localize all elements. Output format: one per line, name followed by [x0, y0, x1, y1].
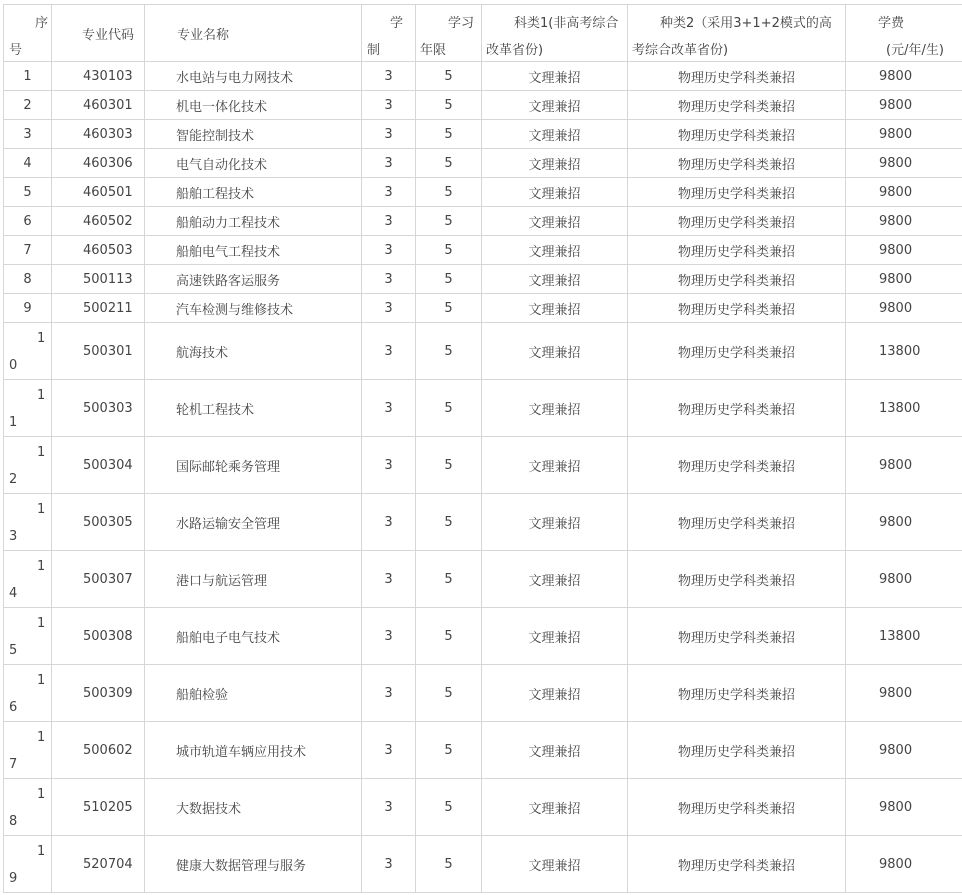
cell-name: 健康大数据管理与服务 [145, 836, 362, 893]
cell-kind1: 文理兼招 [482, 380, 628, 437]
cell-system: 3 [362, 722, 416, 779]
cell-seq: 4 [4, 149, 52, 178]
cell-seq: 5 [4, 178, 52, 207]
table-row [4, 91, 962, 120]
cell-code: 500305 [52, 494, 145, 551]
cell-years: 5 [416, 265, 482, 294]
cell-fee: 9800 [846, 149, 962, 178]
cell-years: 5 [416, 608, 482, 665]
cell-fee: 9800 [846, 722, 962, 779]
cell-fee: 9800 [846, 120, 962, 149]
table-row [4, 265, 962, 294]
cell-years: 5 [416, 236, 482, 265]
cell-code: 500113 [52, 265, 145, 294]
cell-system: 3 [362, 91, 416, 120]
cell-years: 5 [416, 178, 482, 207]
cell-system: 3 [362, 120, 416, 149]
cell-kind1: 文理兼招 [482, 178, 628, 207]
table-row [4, 722, 962, 779]
cell-name: 船舶工程技术 [145, 178, 362, 207]
table-row [4, 323, 962, 380]
cell-fee: 13800 [846, 380, 962, 437]
cell-kind1: 文理兼招 [482, 437, 628, 494]
header-kind1: 科类1(非高考综合 改革省份) [482, 5, 628, 62]
cell-code: 510205 [52, 779, 145, 836]
cell-fee: 9800 [846, 494, 962, 551]
cell-kind2: 物理历史学科类兼招 [628, 608, 846, 665]
cell-kind1: 文理兼招 [482, 665, 628, 722]
cell-kind1: 文理兼招 [482, 836, 628, 893]
table-row [4, 437, 962, 494]
cell-kind2: 物理历史学科类兼招 [628, 437, 846, 494]
cell-name: 高速铁路客运服务 [145, 265, 362, 294]
table-row [4, 178, 962, 207]
cell-code: 500211 [52, 294, 145, 323]
cell-code: 500602 [52, 722, 145, 779]
cell-fee: 9800 [846, 437, 962, 494]
cell-system: 3 [362, 665, 416, 722]
header-name: 专业名称 [145, 5, 362, 62]
cell-kind2: 物理历史学科类兼招 [628, 120, 846, 149]
cell-seq: 9 [4, 294, 52, 323]
cell-years: 5 [416, 722, 482, 779]
cell-name: 船舶电子电气技术 [145, 608, 362, 665]
cell-years: 5 [416, 836, 482, 893]
cell-code: 500304 [52, 437, 145, 494]
cell-kind2: 物理历史学科类兼招 [628, 149, 846, 178]
cell-fee: 9800 [846, 294, 962, 323]
table-row [4, 380, 962, 437]
cell-name: 船舶动力工程技术 [145, 207, 362, 236]
cell-seq: 7 [4, 236, 52, 265]
cell-system: 3 [362, 62, 416, 91]
cell-fee: 9800 [846, 236, 962, 265]
cell-system: 3 [362, 149, 416, 178]
cell-fee: 9800 [846, 207, 962, 236]
cell-seq: 1 [4, 62, 52, 91]
cell-system: 3 [362, 323, 416, 380]
cell-kind2: 物理历史学科类兼招 [628, 494, 846, 551]
cell-code: 460503 [52, 236, 145, 265]
cell-years: 5 [416, 91, 482, 120]
cell-kind1: 文理兼招 [482, 779, 628, 836]
cell-fee: 9800 [846, 665, 962, 722]
cell-kind2: 物理历史学科类兼招 [628, 551, 846, 608]
cell-name: 大数据技术 [145, 779, 362, 836]
table-row [4, 62, 962, 91]
cell-kind2: 物理历史学科类兼招 [628, 323, 846, 380]
cell-name: 航海技术 [145, 323, 362, 380]
cell-name: 机电一体化技术 [145, 91, 362, 120]
table-row [4, 236, 962, 265]
cell-years: 5 [416, 380, 482, 437]
cell-system: 3 [362, 236, 416, 265]
cell-kind1: 文理兼招 [482, 722, 628, 779]
cell-system: 3 [362, 294, 416, 323]
cell-seq: 3 [4, 120, 52, 149]
cell-fee: 9800 [846, 178, 962, 207]
cell-seq: 1 7 [4, 722, 52, 779]
cell-seq: 1 6 [4, 665, 52, 722]
cell-kind2: 物理历史学科类兼招 [628, 779, 846, 836]
cell-seq: 6 [4, 207, 52, 236]
cell-fee: 9800 [846, 265, 962, 294]
cell-kind1: 文理兼招 [482, 62, 628, 91]
cell-fee: 9800 [846, 779, 962, 836]
cell-kind1: 文理兼招 [482, 207, 628, 236]
cell-system: 3 [362, 494, 416, 551]
cell-kind1: 文理兼招 [482, 323, 628, 380]
cell-years: 5 [416, 62, 482, 91]
cell-fee: 13800 [846, 608, 962, 665]
cell-name: 智能控制技术 [145, 120, 362, 149]
cell-code: 460301 [52, 91, 145, 120]
table-row [4, 120, 962, 149]
cell-kind1: 文理兼招 [482, 120, 628, 149]
table-row [4, 665, 962, 722]
cell-seq: 1 9 [4, 836, 52, 893]
cell-code: 520704 [52, 836, 145, 893]
cell-fee: 9800 [846, 836, 962, 893]
table-row [4, 149, 962, 178]
cell-seq: 1 3 [4, 494, 52, 551]
cell-kind1: 文理兼招 [482, 608, 628, 665]
cell-system: 3 [362, 551, 416, 608]
cell-kind2: 物理历史学科类兼招 [628, 178, 846, 207]
cell-fee: 9800 [846, 62, 962, 91]
cell-kind1: 文理兼招 [482, 236, 628, 265]
cell-code: 500303 [52, 380, 145, 437]
cell-seq: 8 [4, 265, 52, 294]
cell-kind2: 物理历史学科类兼招 [628, 722, 846, 779]
cell-seq: 2 [4, 91, 52, 120]
cell-years: 5 [416, 207, 482, 236]
cell-kind1: 文理兼招 [482, 265, 628, 294]
cell-name: 城市轨道车辆应用技术 [145, 722, 362, 779]
cell-system: 3 [362, 608, 416, 665]
cell-kind1: 文理兼招 [482, 91, 628, 120]
cell-code: 500307 [52, 551, 145, 608]
cell-fee: 9800 [846, 551, 962, 608]
cell-kind2: 物理历史学科类兼招 [628, 380, 846, 437]
cell-name: 国际邮轮乘务管理 [145, 437, 362, 494]
cell-kind1: 文理兼招 [482, 149, 628, 178]
cell-seq: 1 0 [4, 323, 52, 380]
table-header-row [4, 5, 962, 62]
cell-seq: 1 8 [4, 779, 52, 836]
cell-kind1: 文理兼招 [482, 494, 628, 551]
cell-years: 5 [416, 551, 482, 608]
cell-seq: 1 1 [4, 380, 52, 437]
header-years: 学习 年限 [416, 5, 482, 62]
table-row [4, 779, 962, 836]
cell-code: 460303 [52, 120, 145, 149]
header-seq: 序 号 [4, 5, 52, 62]
cell-code: 500308 [52, 608, 145, 665]
cell-kind1: 文理兼招 [482, 551, 628, 608]
cell-system: 3 [362, 779, 416, 836]
table-row [4, 836, 962, 893]
cell-years: 5 [416, 323, 482, 380]
header-system: 学 制 [362, 5, 416, 62]
cell-name: 电气自动化技术 [145, 149, 362, 178]
cell-kind2: 物理历史学科类兼招 [628, 236, 846, 265]
cell-system: 3 [362, 437, 416, 494]
cell-years: 5 [416, 779, 482, 836]
table-row [4, 494, 962, 551]
cell-code: 500309 [52, 665, 145, 722]
table-row [4, 207, 962, 236]
table-row [4, 294, 962, 323]
cell-name: 轮机工程技术 [145, 380, 362, 437]
header-kind2: 种类2（采用3+1+2模式的高 考综合改革省份) [628, 5, 846, 62]
table-row [4, 608, 962, 665]
cell-system: 3 [362, 207, 416, 236]
cell-kind2: 物理历史学科类兼招 [628, 665, 846, 722]
cell-name: 水电站与电力网技术 [145, 62, 362, 91]
table-row [4, 551, 962, 608]
header-fee: 学费 (元/年/生) [846, 5, 962, 62]
cell-code: 460502 [52, 207, 145, 236]
cell-name: 汽车检测与维修技术 [145, 294, 362, 323]
cell-system: 3 [362, 265, 416, 294]
cell-code: 430103 [52, 62, 145, 91]
cell-name: 港口与航运管理 [145, 551, 362, 608]
cell-fee: 9800 [846, 91, 962, 120]
cell-seq: 1 4 [4, 551, 52, 608]
cell-years: 5 [416, 294, 482, 323]
header-code: 专业代码 [52, 5, 145, 62]
cell-system: 3 [362, 380, 416, 437]
cell-years: 5 [416, 120, 482, 149]
cell-years: 5 [416, 494, 482, 551]
cell-kind2: 物理历史学科类兼招 [628, 62, 846, 91]
cell-kind2: 物理历史学科类兼招 [628, 265, 846, 294]
cell-years: 5 [416, 665, 482, 722]
cell-name: 船舶电气工程技术 [145, 236, 362, 265]
cell-name: 船舶检验 [145, 665, 362, 722]
cell-code: 460306 [52, 149, 145, 178]
cell-system: 3 [362, 836, 416, 893]
admissions-table [3, 4, 962, 893]
cell-code: 500301 [52, 323, 145, 380]
cell-code: 460501 [52, 178, 145, 207]
cell-years: 5 [416, 437, 482, 494]
cell-kind2: 物理历史学科类兼招 [628, 207, 846, 236]
cell-kind2: 物理历史学科类兼招 [628, 91, 846, 120]
cell-kind1: 文理兼招 [482, 294, 628, 323]
cell-name: 水路运输安全管理 [145, 494, 362, 551]
cell-fee: 13800 [846, 323, 962, 380]
cell-seq: 1 2 [4, 437, 52, 494]
cell-kind2: 物理历史学科类兼招 [628, 294, 846, 323]
cell-years: 5 [416, 149, 482, 178]
cell-kind2: 物理历史学科类兼招 [628, 836, 846, 893]
cell-system: 3 [362, 178, 416, 207]
cell-seq: 1 5 [4, 608, 52, 665]
